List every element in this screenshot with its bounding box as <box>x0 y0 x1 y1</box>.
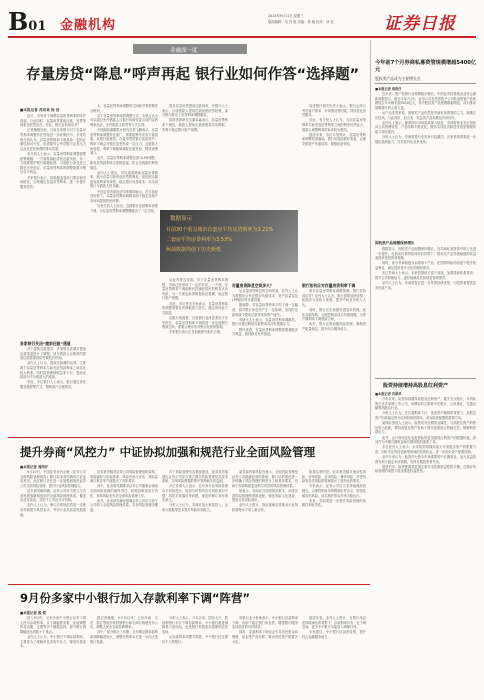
lead-headline: 存量房贷“降息”呼声再起 银行业如何作答“选择题” <box>26 67 360 83</box>
data-box-line-1: 目前30个重点城市首套房平均房贷利率为3.21% <box>166 227 274 233</box>
lead-col-1b: 对于提前还款需求，多家银行近期对提前还款渠道进行了调整，部分借款人反映预约提前还款需要排队等候较长时间。 业内人士认为，提前还款潮的出现，主要源于存量房贷利率与新发放贷款利率之间存在较大利差，同时居民理财收益率下行，提前还款成为不少借款人的选择。 对此，多位银行人士表示，银行通过优化服务流程等方式，保障客户合理需求。 <box>20 347 86 389</box>
mid-byline: ■本报记者 周尚仔 <box>20 465 49 469</box>
right-subhead-2: 固收类产品规模保持增长 <box>375 241 415 245</box>
lead-col-5: 前述银行相关负责人表示，银行会综合考虑客户需求、市场情况等因素，持续优化房贷服务。 对此，有分析人士认为，当前存量房贷利率与新发放房贷利率之间的利差仍然较大，借款人调整利率的诉求较为强烈。 展望未来，多位专家预计，存量房贷利率调整有望落地，银行应提前做好准备，合理安排资产负债结构，增强经营韧性。 <box>302 104 366 146</box>
sub3: 银行如何应对存量房贷利率下调 <box>302 283 356 288</box>
section-name: 金融机构 <box>60 18 117 33</box>
data-box-line-3: 两项数据均创下历史新低 <box>166 247 222 253</box>
right-rule-1 <box>375 83 476 84</box>
bottom-col-5: 展望未来，业内人士预计，在银行净息差持续承压的背景下，存款利率仍有一定下调空间，更多中小银行可能加入调降行列。 专家建议，中小银行应加快转型，提升综合金融服务能力。 <box>302 616 366 639</box>
lead-right-divider <box>370 40 371 435</box>
mid-headline: 提升券商“风控力” 中证协拟加强和规范行业全面风险管理 <box>20 445 316 459</box>
date-line: 2024年9月11日 星期三 <box>268 14 304 18</box>
bottom-byline: ■本报记者 熊 悦 <box>20 611 46 615</box>
page-digits: 01 <box>28 19 47 34</box>
lead-col-3b: 从业内观点来看，对于存量房贷利率调整，市场已经形成了一定的共识。一方面，存量房贷利率下调能够有效减轻居民的利息支出负担，另一方面也能遏制提前还款潮，稳定银行资产规模。 对此，多位受访专家表示，存量房贷利率的调整需要在法律框架下进行，通过市场化方式推进。 从银行角度看，目前银行业净息差处于历史低位，存量房贷利率下调将进一步压缩银行利润空间，需要合理评估对银行经营的影响。 多家银行表示正在积极研究相关方案。 <box>162 278 228 335</box>
kicker-label: 金融深一度 <box>170 48 198 54</box>
right-subhead-1: 股权类产品成为主要增长点 <box>375 76 421 81</box>
bottom-col-3: 分析人士表示，今年以来，国有大行、股份制银行多次下调存款利率，中小银行跟进调降是大势所趋，也是银行负债成本管理的必然选择。 从存款利率调整节奏看，中小银行往往滞后于大型银行。 <box>162 616 228 644</box>
lead-col-4: 从存量房贷降息的空间来看，业内人士认为需要综合考虑银行负债成本、资产质量以及LPR报价等多重因素。 据测算，若存量房贷利率平均下调一定幅度，将对银行净息差产生一定影响，但同时也能够减少提前还款带来的资产流失。 有研究人士表示，存量房贷利率调降后，银行可通过降低存款利率对冲负债端压力。 整体来看，存量房贷利率调整需要兼顾多方利益，做到稳妥有序推进。 <box>232 289 298 337</box>
editor-line: 版面编辑：吴 肖 旭 美编：姜 楠 校对：刘 佳 <box>268 20 334 24</box>
lead-col-2: 大，存量房贷利率调整的空间和节奏需要综合研判。 对于存量房贷利率的调整方式，有观点认为可以通过允许借款人与银行协商变更合同约定的利率加点、允许借款人转贷等方式实现。 中国邮政储蓄银行研究员娄飞鹏表示，存量房贷利率调整涉及面广，需要统筹考虑各方面因素。从银行角度看，存量房贷是银行优质资产，利率下调会对银行息差形成一定压力；从借款人角度看，利率下调能够减轻还款负担，释放消费潜力。 此外，存量房贷利率调整还需与LPR调整、新发放贷款利率走势相衔接，防止出现新的利差倒挂。 业内人士建议，可以适度降低存量房贷利率，缩小存量与新发放房贷的利差，同时配合降低存款利率等举措，稳定银行负债成本，以实现银行与借款人的共赢。 中信证券首席经济学家明明表示，在当前经济形势下，存量房贷利率调降有助于稳定房地产市场和提振居民消费。 另有分析人士指出，近期银行存款利率再度下调，为存量房贷利率调整腾挪出了一定空间。 <box>90 104 158 213</box>
right-col-3: 今年以来，险资持续增持高股息红利资产。据不完全统计，年内险资已多次举牌上市公司，举牌标的主要集中在银行、公用事业、交通运输等高股息行业。 分析人士认为，在长端利率下行、优质资产稀缺的背景下，高股息资产因其稳定的分红和较低的波动，成为险资配置的重要方向。 某保险资管人士表示，险资具有长期资金属性，与高股息资产的特征较为匹配，增持高股息资产有助于提升投资组合的稳定性，缓解利差损压力。 此外，会计准则变化也促使险资更加重视红利资产的配置价值，将其作为平衡当期收益和长期回报的重要工具。 多位业内人士表示，未来险资将继续加大对高股息资产的配置力度，同时关注科技创新等领域的投资机会，进一步优化资产配置结构。 业内专家认为，险资作为资本市场重要的中长期资金，加大权益投资有利于稳定市场预期，发挥长期投资者作用。 展望后市，险资配置将更加注重安全性和收益性的平衡，在做好风险管理的前提下稳步推进权益投资。 <box>375 397 476 474</box>
bottom-col-4: 有银行业分析师表示，中小银行存款利率下调，有助于稳定银行净息差，增强银行服务实体经济的可持续性。 同时，存款利率下调也会引导居民资金向理财、基金等产品转移，推动居民资产配置多元化。 <box>232 616 298 644</box>
page-letter: B <box>8 7 29 36</box>
mid-col-2: 征求意见稿对证券公司风险管理组织架构、风险偏好与指标体系、风险识别与评估、风险监测与报告等方面提出了具体要求。 其中，征求意见稿要求证券公司董事会承担全面风险管理的最终责任，经理层承担执行责任，首席风险官负责全面风险管理工作。 此外，征求意见稿还强调证券公司应当将子公司纳入全面风险管理体系，实现风险管理全覆盖。 <box>90 470 158 512</box>
right-headline-1: 今年前7个月券商私募资管规模增超5400亿元 <box>375 60 477 73</box>
bottom-headline: 9月份多家中小银行加入存款利率下调“阵营” <box>20 591 251 605</box>
right-col-2: 数据显示，固收类产品规模保持增长，在券商私募资管中的占比进一步提升。在债市行情持续向好的背景下，固收类产品凭借稳健的收益表现获得投资者青睐。 同时，部分券商积极布局固收+产品，在控制风险的前提下提升收益弹性，满足投资者多元化的理财需求。 多位券商人士表示，未来将继续丰富产品线，加强投研体系建设，提升主动管理能力，更好地满足居民财富管理需求。 业内人士认为，券商资管应进一步发挥投研优势，为投资者提供更多优质产品。 <box>375 247 476 290</box>
lead-byline: ■本报记者 苏向杲 杨 洁 <box>20 108 60 112</box>
right-col-1: 近年来，资产管理行业规模稳步增长。中国证券投资基金业协会最新数据显示，截至今年7月末，证券公司及其资管子公司私募资管产品规模较去年末增长超5400亿元，其中股权类产品规模增幅明显，成为推动规模增长的主要力量。 从产品类型来看，固收类产品仍然是券商私募资管的主力，规模占比较高。与此同时，混合类、权益类产品规模也有所回升。 业内人士表示，随着资本市场改革深入推进，券商资管业务正加快向主动管理转型，产品结构不断优化，服务实体经济和居民财富管理的能力持续提升。 分析人士认为，券商资管行业竞争日趋激烈，各家机构需要进一步强化投研能力，打造差异化竞争优势。 <box>375 92 476 144</box>
bottom-top-rule <box>8 584 370 585</box>
right-headline-2: 险资持续增持高股息红利资产 <box>383 383 449 389</box>
right-byline-1: ■本报记者 周尚仔 <box>375 87 402 91</box>
mid-col-3: 对于风险管理信息系统建设，征求意见稿提出证券公司应当建立健全风险管理信息技术系统，实现风险数据的集中管理和实时监测。 多位券商人士表示，近年来行业风险管理水平持续提升，但部分机构仍存在风控意识不强、风控手段落后等问题，规范的修订具有现实意义。 分析人士认为，券商应加大科技投入，运用大数据等技术提升风险识别能力。 <box>162 470 228 512</box>
data-box-line-2: 二套房平均房贷利率为3.53% <box>166 237 232 243</box>
lead-col-5b: 面对存量房贷利率调降预期，银行应如何应对？业内人士认为，银行需要加快转型，拓展多元化收入来源，提升中间业务收入占比。 同时，银行还应加强负债成本管理，优化存款结构，合理控制高成本负债规模，为资产端利率下调预留空间。 此外，银行还需加强风险管理，确保资产质量稳定，提升综合服务能力。 <box>302 289 366 331</box>
bottom-col-2: 据记者梳理，9月份以来，已有河南、山东、浙江等地多家村镇银行和农商行相继发布公告，调整人民币存款挂牌利率。 其中，部分银行三年期、五年期定期存款利率调降幅度较大，调整后利率水平进一步向大型银行靠拢。 <box>90 616 158 644</box>
page-number <box>8 7 46 36</box>
lead-col-3: 提及存量房贷提前还款现象，有银行人士表示，当前借款人提前还款意愿依然较强，部分银行推出了房贷利率调整服务。 招联首席研究员董希淼表示，存量房贷利率下调后，借款人提前还款意愿将有所降低，有利于稳定银行资产规模。 <box>162 104 228 132</box>
right-byline-2: ■本报记者 冷翠华 <box>375 392 402 396</box>
sub1: 各家银行关闭“提前还款”通道 <box>20 341 71 346</box>
header-rule <box>8 36 476 38</box>
lead-col-1: 近日，市场对于调降存量房贷利率的呼声再起。与此同时，存量房贷提前还款、转贷等现象也依然存在。对此，银行业如何应对？ 记者梳理发现，目前各家银行对于存量房贷利率调整仍在等待进一步政策信号，多家机构分析认为，存量房贷利率下调具备一定的必要性和可行性，但需要综合考虑银行息差压力以及对居民消费的带动效果。 有分析人士表示，存量房贷利率调整需要统筹兼顾，一方面要减轻居民还款负担，另一方面要维护银行稳健经营。当前银行净息差已降至历史低位，存量房贷利率的调整需要平衡好各方利益。 多家银行表示，将根据监管部门要求和市场情况，合理确定存量房贷利率，进一步提升服务质效。 <box>20 114 86 189</box>
mid-top-rule <box>8 437 370 438</box>
sub2: 存量房贷降息空间多大？ <box>232 283 274 288</box>
data-box-label: 数据显示 <box>170 216 193 222</box>
mid-col-5: 值得注意的是，征求意见稿对流动性风险、市场风险、信用风险、操作风险、声誉风险等各类风险的管理提出了更细化的要求。 专家表示，证券公司应当坚持稳健经营理念，合理控制业务规模和杠杆水平，防范化解各类风险，切实维护资本市场平稳运行。 未来，券商需进一步提升风险管理的前瞻性和有效性。 <box>302 470 366 508</box>
bottom-col-1: 进入9月份，又有多家中小银行宣布下调人民币存款利率。从下调幅度来看，此轮调整涉及活期、定期等多个期限品种，部分银行调降幅度达到数十个基点。 业内人士认为，中小银行下调存款利率，主要是为了缓解净息差收窄压力，降低负债成本。 <box>20 616 86 649</box>
right-rule-2 <box>375 378 476 379</box>
mid-col-1: 9月10日，中国证券业协会就《证券公司全面风险管理规范》修订征求意见稿向行业征求意见。此次修订旨在进一步加强和规范证券公司全面风险管理，提升行业风险管理能力。 征求意见稿明确，证券公司应当建立与自身发展战略相适应的全面风险管理体系，覆盖各业务条线、各类子公司及分支机构。 业内人士认为，修订后的规范将进一步推动券商提升风控水平，夯实行业高质量发展基础。 <box>20 470 86 517</box>
mid-col-4: 某券商首席风险官表示，全面风险管理是证券公司稳健经营的基础，修订后的规范进一步明确了风险管理的职责分工和具体要求，有助于券商构建更加科学有效的风险管理体系。 他表示，券商应当按照规范要求，持续完善风险管理制度和流程，强化风险文化建设，提高全员风险意识。 业内人士预计，规范落地后将推动行业风险管理水平再上新台阶。 <box>232 470 298 512</box>
masthead-logo: 证券日报 <box>384 14 456 34</box>
